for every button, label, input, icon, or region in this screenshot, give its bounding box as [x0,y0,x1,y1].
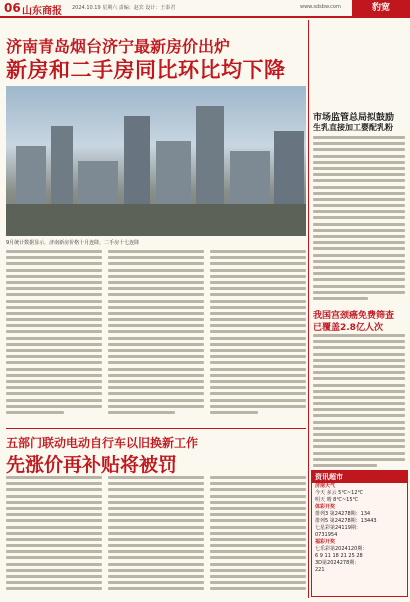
lead-body-col-1 [6,250,102,417]
second-body-col-3 [210,476,306,594]
masthead [0,0,410,18]
info-line: 221 [315,567,325,573]
info-line: 排列5 第24278期：13443 [315,518,377,524]
lead-subhead: 济南青岛烟台济宁最新房价出炉 [6,37,231,56]
lead-photo [6,86,306,236]
info-line: 七星彩第24119期： [315,525,361,531]
side-mid-headline-1: 我国宫颈癌免费筛查 [313,311,395,321]
info-box [311,470,408,597]
info-line: 济南天气 [315,483,336,489]
section-tag: 豹宽 [352,0,410,16]
site-url[interactable]: www.sdsbw.com [300,4,341,10]
second-body-col-2 [108,476,204,594]
info-line: 福彩开奖 [315,539,336,545]
info-line: 3D第2024278期： [315,560,360,566]
side-mid-headline-2: 已覆盖2.8亿人次 [313,323,383,333]
second-subhead: 五部门联动电动自行车以旧换新工作 [6,436,199,450]
info-line: 明天 晴 8℃~15℃ [315,497,359,503]
info-line: 0731954 [315,532,338,538]
info-line: 6 9 11 18 21 25 28 [315,553,363,559]
second-body-col-1 [6,476,102,594]
side-top-headline-1: 市场监管总局拟鼓励 [313,113,395,123]
side-top-body [313,136,405,303]
issue-meta: 2024.10.19 星期六 责编：赵宾 设计：王泰君 [72,5,176,11]
info-line: 体彩开奖 [315,504,336,510]
paper-name: 山东商报 [22,6,62,17]
side-mid-body [313,334,405,470]
info-line: 今天 多云 5℃~12℃ [315,490,364,496]
info-box-title: 资讯超市 [312,471,407,483]
photo-caption: 9月统计数据显示，济南新房价格十月连降，二手房十七连降 [6,240,140,246]
section-divider [6,428,306,429]
info-line: 排列3 第24278期：134 [315,511,371,517]
second-headline: 先涨价再补贴将被罚 [6,454,178,476]
lead-headline: 新房和二手房同比环比均下降 [6,58,286,82]
side-top-headline-2: 生乳直接加工婴配乳粉 [313,123,393,132]
lead-body-col-2 [108,250,204,417]
column-divider [308,20,309,598]
lead-body-col-3 [210,250,306,417]
page-number: 06 [4,1,21,15]
info-line: 七乐彩第2024120期： [315,546,368,552]
